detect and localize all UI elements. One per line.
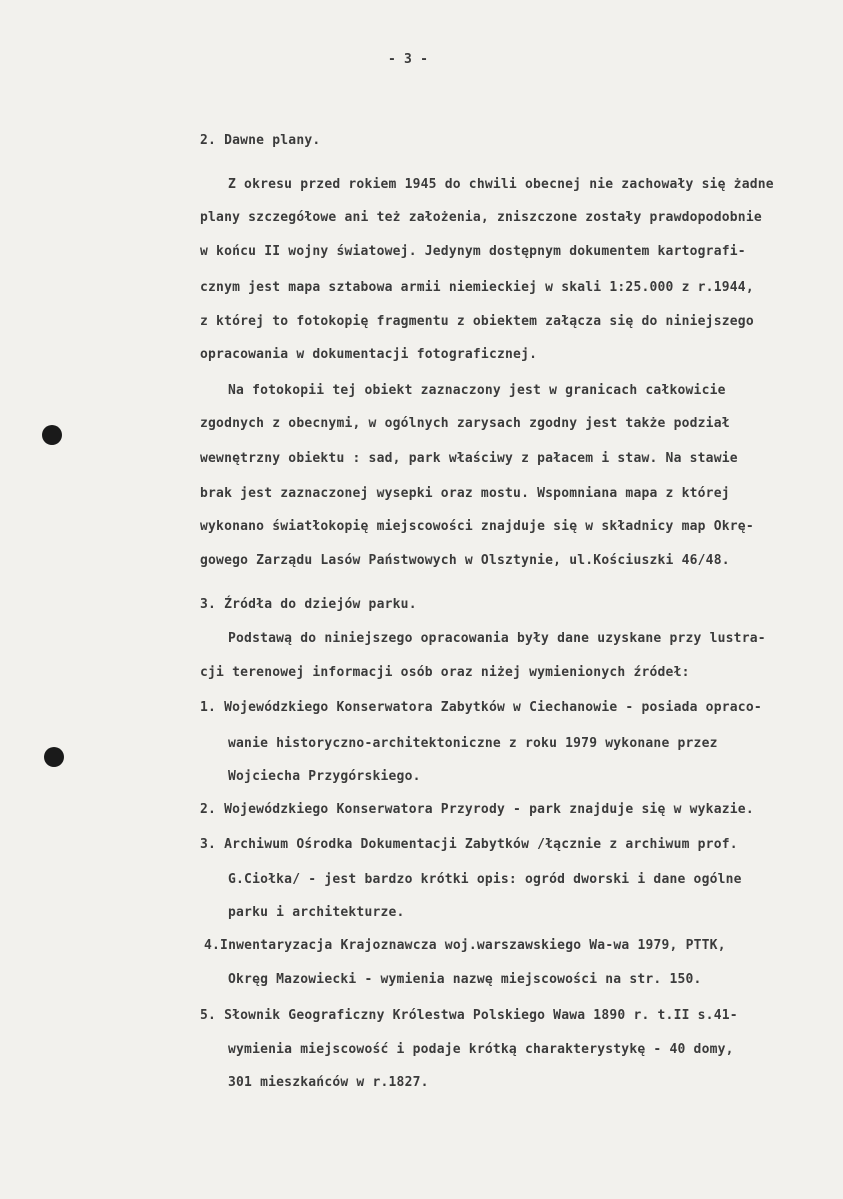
paragraph-line: brak jest zaznaczonej wysepki oraz mostu. Wspomniana mapa z której bbox=[200, 486, 730, 501]
source-item-5-cont: wymienia miejscowość i podaje krótką charakterystykę - 40 domy, bbox=[228, 1042, 734, 1057]
page-number: - 3 - bbox=[388, 52, 429, 67]
paragraph-line: opracowania w dokumentacji fotograficznej. bbox=[200, 347, 538, 362]
paragraph-line: Z okresu przed rokiem 1945 do chwili obecnej nie zachowały się żadne bbox=[228, 177, 774, 192]
section-3-heading: 3. Źródła do dziejów parku. bbox=[200, 597, 417, 612]
source-item-4-cont: Okręg Mazowiecki - wymienia nazwę miejscowości na str. 150. bbox=[228, 972, 702, 987]
paragraph-line: cznym jest mapa sztabowa armii niemieckiej w skali 1:25.000 z r.1944, bbox=[200, 280, 754, 295]
punch-hole-top bbox=[42, 425, 62, 445]
source-item-1: 1. Wojewódzkiego Konserwatora Zabytków w Ciechanowie - posiada opraco- bbox=[200, 700, 762, 715]
source-item-3-cont: G.Ciołka/ - jest bardzo krótki opis: ogród dworski i dane ogólne bbox=[228, 872, 742, 887]
punch-hole-bottom bbox=[44, 747, 64, 767]
paragraph-line: cji terenowej informacji osób oraz niżej wymienionych źródeł: bbox=[200, 665, 690, 680]
paragraph-line: wykonano światłokopię miejscowości znajduje się w składnicy map Okrę- bbox=[200, 519, 754, 534]
source-item-5-cont: 301 mieszkańców w r.1827. bbox=[228, 1075, 429, 1090]
paragraph-line: w końcu II wojny światowej. Jedynym dostępnym dokumentem kartografi- bbox=[200, 244, 746, 259]
source-item-1-cont: wanie historyczno-architektoniczne z roku 1979 wykonane przez bbox=[228, 736, 718, 751]
source-item-2: 2. Wojewódzkiego Konserwatora Przyrody - park znajduje się w wykazie. bbox=[200, 802, 754, 817]
section-2-heading: 2. Dawne plany. bbox=[200, 133, 321, 148]
paragraph-line: Podstawą do niniejszego opracowania były dane uzyskane przy lustra- bbox=[228, 631, 766, 646]
source-item-1-cont: Wojciecha Przygórskiego. bbox=[228, 769, 421, 784]
paragraph-line: zgodnych z obecnymi, w ogólnych zarysach zgodny jest także podział bbox=[200, 416, 730, 431]
source-item-3-cont: parku i architekturze. bbox=[228, 905, 405, 920]
paragraph-line: Na fotokopii tej obiekt zaznaczony jest w granicach całkowicie bbox=[228, 383, 726, 398]
paragraph-line: gowego Zarządu Lasów Państwowych w Olsztynie, ul.Kościuszki 46/48. bbox=[200, 553, 730, 568]
source-item-3: 3. Archiwum Ośrodka Dokumentacji Zabytków /łącznie z archiwum prof. bbox=[200, 837, 738, 852]
source-item-4: 4.Inwentaryzacja Krajoznawcza woj.warszawskiego Wa-wa 1979, PTTK, bbox=[204, 938, 726, 953]
source-item-5: 5. Słownik Geograficzny Królestwa Polskiego Wawa 1890 r. t.II s.41- bbox=[200, 1008, 738, 1023]
paragraph-line: wewnętrzny obiektu : sad, park właściwy z pałacem i staw. Na stawie bbox=[200, 451, 738, 466]
paragraph-line: plany szczegółowe ani też założenia, zniszczone zostały prawdopodobnie bbox=[200, 210, 762, 225]
paragraph-line: z której to fotokopię fragmentu z obiektem załącza się do niniejszego bbox=[200, 314, 754, 329]
